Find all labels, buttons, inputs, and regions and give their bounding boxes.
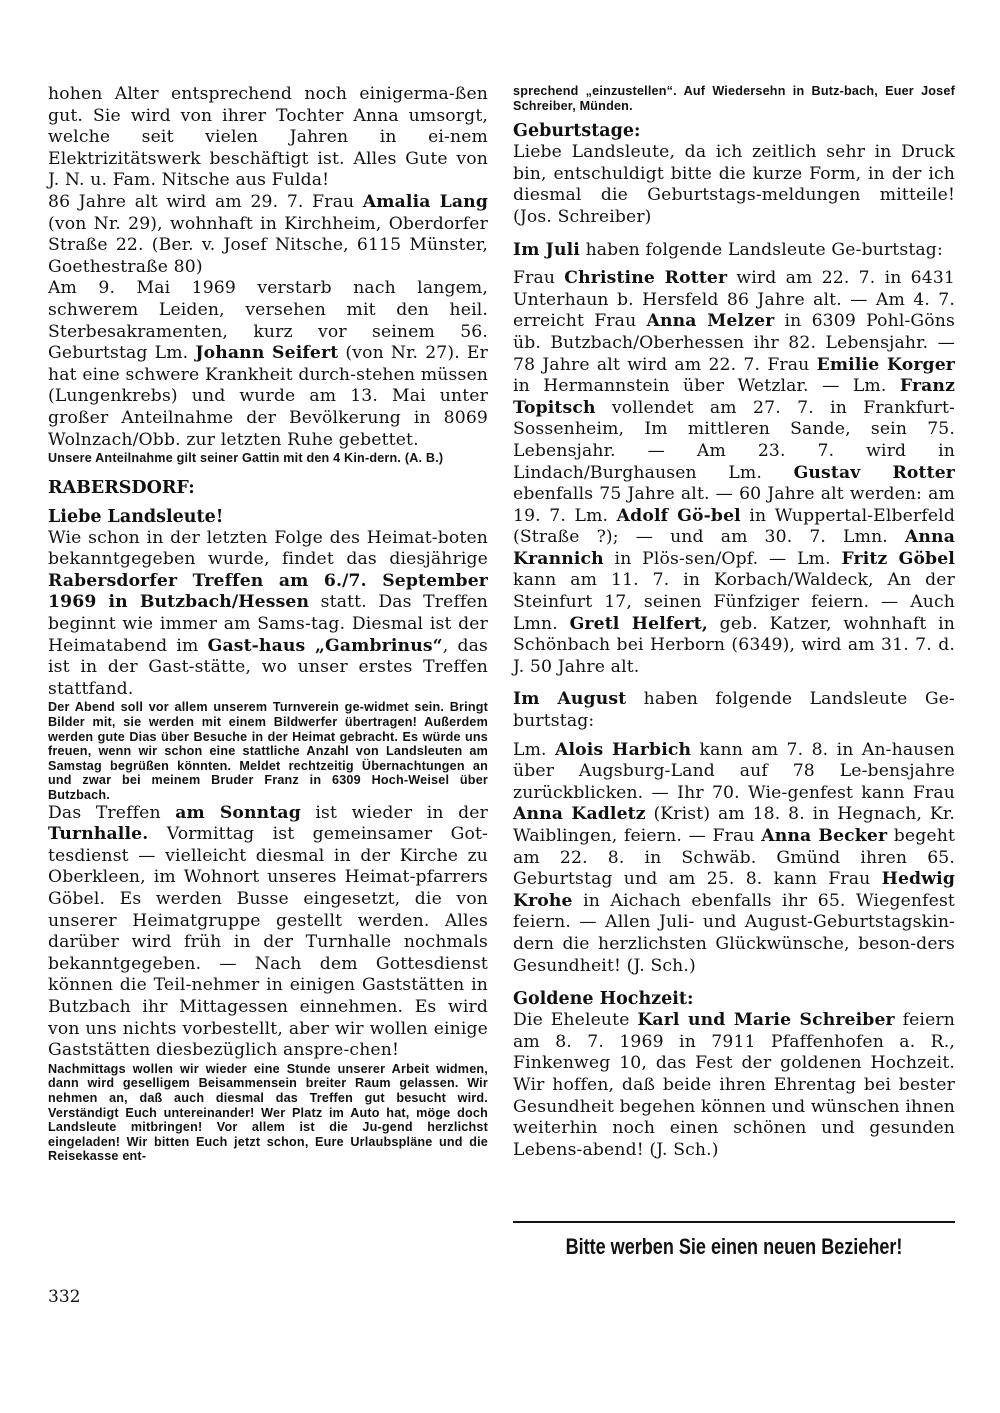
text: Am 9. Mai 1969 verstarb nach langem, schwerem Leiden, versehen mit den heil. Sterbesakramenten, kurz vor seinem 56. Geburtstag Lm.: [48, 278, 488, 364]
paragraph-wedding: [513, 1010, 955, 1161]
paragraph-july-birthdays: [513, 268, 955, 678]
paragraph-meeting: [48, 528, 488, 701]
page-number: 332: [48, 1287, 81, 1307]
paragraph-obituary: [48, 278, 488, 451]
person-name: Anna Kadletz: [513, 804, 646, 825]
july-intro: [513, 240, 955, 262]
person-name: Anna Krannich: [513, 527, 955, 569]
person-name: Fritz Göbel: [841, 548, 955, 569]
person-name: Amalia Lang: [362, 191, 489, 212]
paragraph-sunday: [48, 803, 488, 1062]
event-name: Rabersdorfer Treffen am 6./7. September 1969 in Butzbach/Hessen: [48, 570, 488, 613]
farewell-note: [513, 84, 955, 113]
right-column: [513, 84, 955, 1161]
text: in Aichach ebenfalls ihr 65. Wiegenfest feiern. — Allen Juli- und August-Geburtstagskin-dern die herzlichsten Glückwünsche, beson-ders Gesundheit! (J. Sch.): [513, 890, 955, 976]
day-label: am Sonntag: [175, 802, 301, 823]
text: Euer Josef Schreiber, Münden.: [513, 84, 955, 113]
paragraph-august-birthdays: [513, 740, 955, 978]
month-label: Im Juli: [513, 239, 580, 260]
birthdays-heading: Geburtstage:: [513, 121, 641, 142]
evening-note: Der Abend soll vor allem unserem Turnverein ge-widmet sein. Bringt Bilder mit, sie werden mit einem Bildwerfer übertragen! Außerdem werden gute Dias über Besuche in der Heimat gebracht. Es würde uns freuen, wenn wir schon eine stattliche Anzahl von Landsleuten am Samstag begrüßen könnten. Meldet rechtzeitig Übernachtungen an und zwar bei meinem Bruder Franz in 6309 Hoch-Weisel über Butzbach.: [48, 700, 488, 802]
text: kann am 11. 7. in Korbach/Waldeck, An der Steinfurt 17, seinen Fünfziger feiern. — Auch Lmn.: [513, 570, 955, 634]
text: begeht am 22. 8. in Schwäb. Gmünd ihren 65. Geburtstag und am 25. 8. kann Frau: [513, 826, 955, 890]
text: Frau: [513, 268, 565, 289]
paragraph-fulda: hohen Alter entsprechend noch einigerma-ßen gut. Sie wird von ihrer Tochter Anna umsorgt, welche seit vielen Jahren in ei-nem Elektrizitätswerk beschäftigt ist. Alles Gute von J. N. u. Fam. Nitsche aus Fulda!: [48, 84, 488, 191]
divider: [513, 1221, 955, 1223]
text: in Hermannstein über Wetzlar. — Lm.: [513, 376, 900, 397]
person-name: Adolf Gö-bel: [616, 505, 741, 526]
venue-name: Gast-haus „Gambrinus“: [207, 635, 443, 656]
text: (von Nr. 29), wohnhaft in Kirchheim, Oberdorfer Straße 22. (Ber. v. Josef Nitsche, 6115 Münster, Goethestraße 80): [48, 213, 488, 277]
text: Wie schon in der letzten Folge des Heimat-boten bekanntgegeben wurde, findet das diesjährige: [48, 527, 488, 570]
text: (Krist) am 18. 8. in Hegnach, Kr. Waiblingen, feiern. — Frau: [513, 804, 955, 846]
text: Das Treffen: [48, 802, 176, 823]
person-name: Anna Becker: [761, 826, 888, 846]
person-name: Gustav Rotter: [793, 462, 955, 483]
text: Die Eheleute: [513, 1010, 638, 1031]
afternoon-note: Nachmittags wollen wir wieder eine Stunde unserer Arbeit widmen, dann wird geselligem Beisammensein breiter Raum gelassen. Wir nehmen an, daß auch diesmal das Treffen gut besucht wird. Verständigt Euch untereinander! Wer Platz im Auto hat, möge doch Landsleute mitbringen! Vor allem ist die Ju-gend herzlichst eingeladen! Wir bitten Euch jetzt schon, Eure Urlaubspläne und die Reisekasse ent-: [48, 1061, 488, 1164]
paragraph-intro: Liebe Landsleute, da ich zeitlich sehr in Druck bin, entschuldigt bitte die kurze Form, in der ich diesmal die Geburtstags-meldungen mitteile! (Jos. Schreiber): [513, 142, 955, 227]
text: in 6309 Pohl-Göns üb. Butzbach/Oberhessen ihr 82. Lebensjahr. — 78 Jahre alt wird am 22. 7. Frau: [513, 311, 955, 375]
person-name: Gretl Helfert,: [569, 613, 708, 634]
person-name: Hedwig Krohe: [513, 869, 955, 911]
obituary-note: Unsere Anteilnahme gilt seiner Gattin mit den 4 Kin-dern. (A. B.): [48, 451, 444, 466]
text: (von Nr. 27). Er hat eine schwere Krankheit durch-stehen müssen (Lungenkrebs) und wurde am 13. Mai unter großer Anteilnahme der Bevölkerung in 8069 Wolnzach/Obb. zur letzten Ruhe gebettet.: [48, 343, 488, 450]
farewell-bold: Auf Wiedersehn in Butz-bach,: [683, 84, 878, 98]
text: geb. Katzer, wohnhaft in Schönbach bei Herborn (6349), wird am 31. 7. d. J. 50 Jahre alt.: [513, 613, 955, 677]
text: 86 Jahre alt wird am 29. 7. Frau: [48, 191, 363, 212]
text: Vormittag ist gemeinsamer Got-tesdienst — vielleicht diesmal in der Kirche zu Oberkleen, im Wohnort unseres Heimat-pfarrers Göbel. Es werden Busse eingesetzt, die von unserer Heimatgruppe gestellt werden. Alles darüber wird früh in der Turnhalle nochmals bekanntgegeben. — Nach dem Gottesdienst können die Teil-nehmer in einigen Gaststätten in Butzbach ihr Mittagessen einnehmen. Es wird von uns nichts vorbestellt, aber wir wollen einige Gaststätten diesbezüglich anspre-chen!: [48, 824, 488, 1061]
text: kann am 7. 8. in An-hausen über Augsburg-Land auf 78 Le-bensjahre zurückblicken. — Ihr 70. Wie-genfest kann Frau: [513, 739, 955, 803]
text: statt. Das Treffen beginnt wie immer am Sams-tag. Diesmal ist der Heimatabend im: [48, 592, 489, 656]
text: sprechend „einzustellen“.: [513, 84, 684, 98]
text: in Wuppertal-Elberfeld (Straße ?); — und am 30. 7. Lmn.: [513, 505, 955, 548]
greeting: Liebe Landsleute!: [48, 506, 224, 527]
subscriber-appeal: Bitte werben Sie einen neuen Bezieher!: [565, 1234, 903, 1259]
person-name: Christine Rotter: [564, 268, 728, 289]
text: wird am 22. 7. in 6431 Unterhaun b. Hersfeld 86 Jahre alt. — Am 4. 7. erreicht Frau: [513, 268, 955, 332]
text: ist wieder in der: [300, 802, 488, 823]
text: feiern am 8. 7. 1969 in 7911 Pfaffenhofen a. R., Finkenweg 10, das Fest der goldenen Hochzeit. Wir hoffen, daß beide ihren Ehrentag bei bester Gesundheit begehen können und wünschen ihnen weiterhin noch einen schönen und gesunden Lebens-abend! (J. Sch.): [513, 1010, 955, 1160]
text: in Plös-sen/Opf. — Lm.: [603, 548, 842, 569]
text: , das ist in der Gast-stätte, wo unser erstes Treffen stattfand.: [48, 635, 488, 699]
text: vollendet am 27. 7. in Frankfurt-Sossenheim, Im mittleren Sande, sein 75. Lebensjahr. — Am 23. 7. wird in Lindach/Burghausen Lm.: [513, 397, 955, 483]
text: haben folgende Landsleute Ge-burtstag:: [513, 689, 955, 732]
text: ebenfalls 75 Jahre alt. — 60 Jahre alt werden: am 19. 7. Lm.: [513, 484, 955, 526]
paragraph-amalia-lang: [48, 192, 488, 278]
person-name: Emilie Korger: [816, 354, 955, 375]
couple-name: Karl und Marie Schreiber: [637, 1010, 895, 1031]
left-column: [48, 84, 488, 1164]
wedding-heading: Goldene Hochzeit:: [513, 989, 694, 1010]
month-label: Im August: [513, 689, 627, 710]
hall-label: Turnhalle.: [48, 824, 149, 845]
person-name: Alois Harbich: [555, 739, 692, 760]
person-name: Franz Topitsch: [513, 376, 955, 418]
person-name: Johann Seifert: [195, 343, 339, 364]
august-intro: [513, 689, 955, 732]
text: Lm.: [513, 739, 555, 760]
section-heading-rabersdorf: RABERSDORF:: [48, 477, 195, 498]
person-name: Anna Melzer: [646, 311, 775, 332]
text: haben folgende Landsleute Ge-burtstag:: [579, 239, 943, 260]
